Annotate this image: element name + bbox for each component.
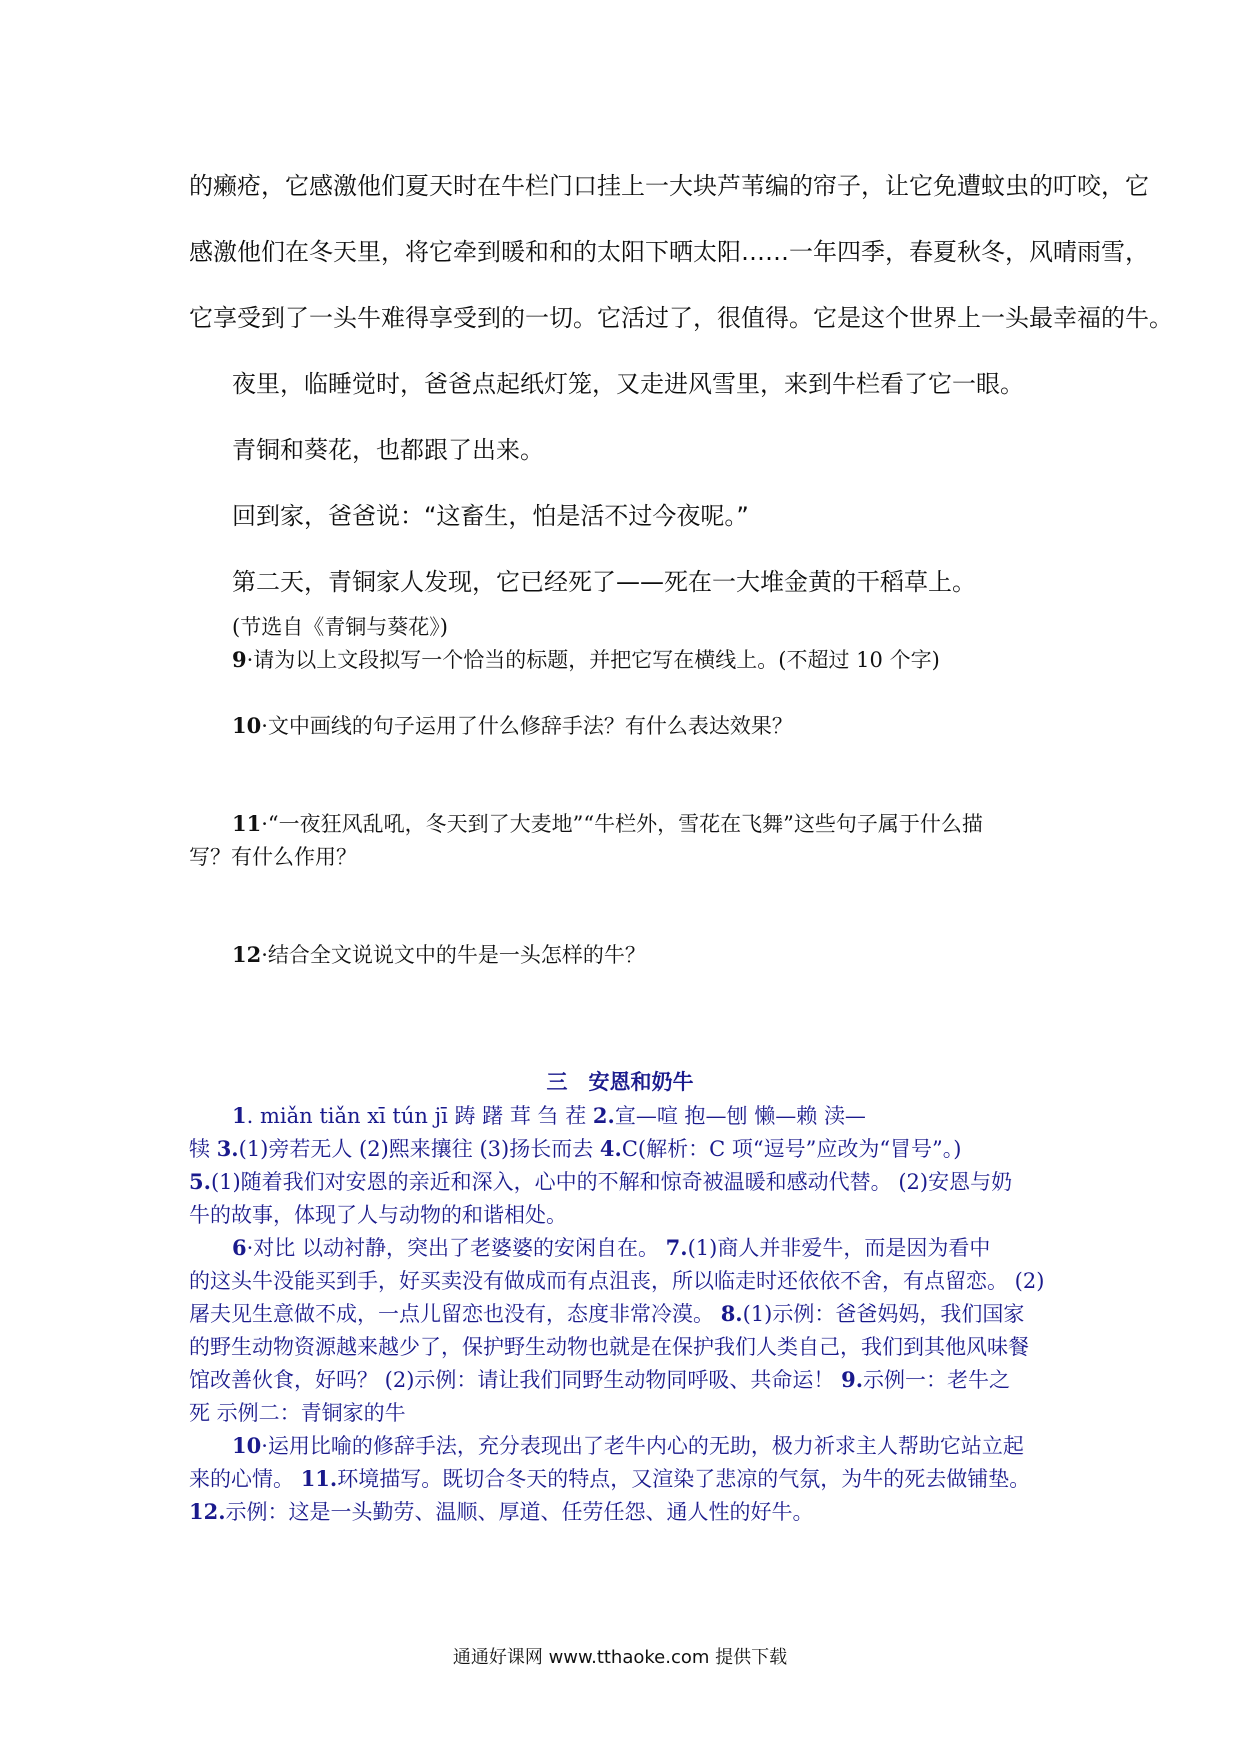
answer-line-6: 的这头牛没能买到手，好买卖没有做成而有点沮丧，所以临走时还依依不舍，有点留恋。 (2) [189,1269,1045,1293]
question-text: ·“一夜狂风乱吼，冬天到了大麦地”“牛栏外，雪花在飞舞”这些句子属于什么描 [261,812,983,836]
question-10 [232,710,793,740]
answer-text: 环境描写。既切合冬天的特点，又渲染了悲凉的气氛，为牛的死去做铺垫。 [337,1467,1031,1491]
answer-number: 6 [232,1235,247,1260]
question-text: ·结合全文说说文中的牛是一头怎样的牛？ [261,943,646,967]
question-number: 11 [232,811,262,836]
page-footer: 通通好课网 www.tthaoke.com 提供下载 [452,1647,788,1668]
answer-line-13 [189,1496,814,1526]
story-line-3: 它享受到了一头牛难得享受到的一切。它活过了，很值得。它是这个世界上一头最幸福的牛。 [189,304,1173,332]
answer-text: 屠夫见生意做不成，一点儿留恋也没有，态度非常冷漠。 [189,1302,714,1326]
story-line-2: 感激他们在冬天里，将它牵到暖和和的太阳下晒太阳……一年四季，春夏秋冬，风晴雨雪， [189,238,1149,266]
answer-text: 来的心情。 [189,1467,294,1491]
answer-line-12 [189,1463,1030,1493]
answer-text: 示例一：老牛之 [863,1368,1011,1392]
answer-number: 1 [232,1103,247,1128]
answer-number: 8. [720,1301,743,1326]
answer-line-5 [232,1232,990,1262]
story-paragraph-2: 青铜和葵花，也都跟了出来。 [232,436,544,464]
answer-text: 示例：这是一头勤劳、温顺、厚道、任劳任怨、通人性的好牛。 [225,1500,814,1524]
answer-text: 馆改善伙食，好吗？ (2)示例：请让我们同野生动物同呼吸、共命运！ [189,1368,835,1392]
answer-text: (1)随着我们对安恩的亲近和深入，心中的不解和惊奇被温暖和感动代替。 (2)安恩与奶 [210,1170,1013,1194]
answer-line-9 [189,1364,1010,1394]
question-number: 12 [232,942,262,967]
question-number: 9 [232,647,247,672]
answer-number: 10 [232,1433,262,1458]
story-source: (节选自《青铜与葵花》) [232,615,448,639]
question-number: 10 [232,713,262,738]
answer-number: 4. [599,1136,622,1161]
answer-text: ·对比 以动衬静，突出了老婆婆的安闲自在。 [246,1236,659,1260]
answer-section-title: 三 安恩和奶牛 [546,1070,694,1094]
story-line-1: 的癞疮，它感激他们夏天时在牛栏门口挂上一大块芦苇编的帘子，让它免遭蚊虫的叮咬，它 [189,172,1149,200]
question-text: ·文中画线的句子运用了什么修辞手法？有什么表达效果？ [261,714,793,738]
story-paragraph-4: 第二天，青铜家人发现，它已经死了——死在一大堆金黄的干稻草上。 [232,568,976,596]
answer-number: 7. [665,1235,688,1260]
answer-number: 5. [189,1169,211,1194]
story-paragraph-3: 回到家，爸爸说：“这畜生，怕是活不过今夜呢。” [232,502,749,530]
question-11-continued: 写？有什么作用？ [189,845,357,869]
question-text: ·请为以上文段拟写一个恰当的标题，并把它写在横线上。(不超过 10 个字) [246,648,940,672]
answer-number: 12. [189,1499,226,1524]
story-paragraph-1: 夜里，临睡觉时，爸爸点起纸灯笼，又走进风雪里，来到牛栏看了它一眼。 [232,370,1024,398]
answer-line-10: 死 示例二：青铜家的牛 [189,1401,406,1425]
answer-text: 宣—喧 抱—刨 懒—赖 渎— [614,1104,866,1128]
answer-number: 11. [300,1466,338,1491]
question-12 [232,939,646,969]
answer-text: (1)商人并非爱牛，而是因为看中 [687,1236,991,1260]
answer-text: 犊 [189,1137,210,1161]
question-11 [232,808,983,838]
answer-line-7 [189,1298,1024,1328]
answer-text: (1)示例：爸爸妈妈，我们国家 [742,1302,1025,1326]
answer-line-4: 牛的故事，体现了人与动物的和谐相处。 [189,1203,567,1227]
answer-text: C(解析：C 项“逗号”应改为“冒号”。) [621,1137,962,1161]
answer-line-11 [232,1430,1024,1460]
question-9 [232,644,940,674]
answer-line-3 [189,1166,1012,1196]
answer-number: 2. [592,1103,615,1128]
answer-text: (1)旁若无人 (2)熙来攘往 (3)扬长而去 [238,1137,594,1161]
answer-text: . miǎn tiǎn xī tún jī 踌 躇 茸 刍 茬 [246,1104,587,1128]
answer-line-2 [189,1133,961,1163]
answer-number: 3. [216,1136,239,1161]
answer-number: 9. [841,1367,864,1392]
answer-line-1 [232,1100,866,1130]
answer-text: ·运用比喻的修辞手法，充分表现出了老牛内心的无助，极力祈求主人帮助它站立起 [261,1434,1024,1458]
answer-line-8: 的野生动物资源越来越少了，保护野生动物也就是在保护我们人类自己，我们到其他风味餐 [189,1335,1029,1359]
